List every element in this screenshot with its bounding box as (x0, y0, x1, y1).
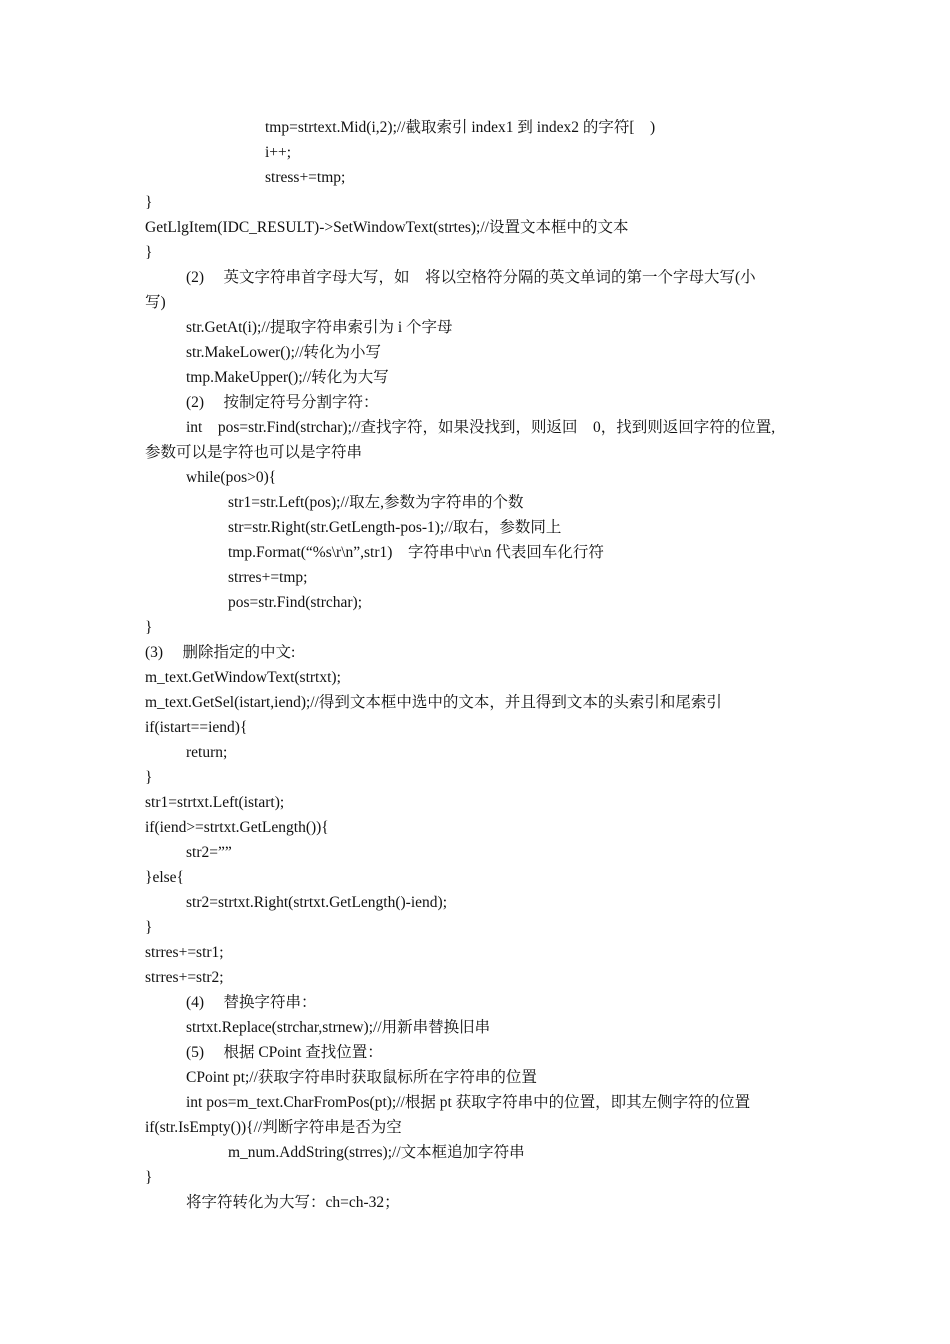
text-line: } (145, 194, 153, 211)
text-line: str.GetAt(i);//提取字符串索引为 i 个字母 (186, 319, 453, 336)
text-line: } (145, 244, 153, 261)
text-line: strres+=str1; (145, 944, 224, 961)
text-line: strres+=str2; (145, 969, 224, 986)
text-line: (3) 删除指定的中文: (145, 644, 296, 661)
text-line: m_text.GetWindowText(strtxt); (145, 669, 341, 686)
text-line: (2) 英文字符串首字母大写，如 将以空格符分隔的英文单词的第一个字母大写(小 (186, 269, 756, 286)
text-line: tmp=strtext.Mid(i,2);//截取索引 index1 到 index2 的字符[ ) (265, 119, 656, 136)
text-line: 参数可以是字符也可以是字符串 (145, 444, 363, 461)
text-line: } (145, 1169, 153, 1186)
text-line: str=str.Right(str.GetLength-pos-1);//取右，参数同上 (228, 519, 562, 536)
text-line: while(pos>0){ (186, 469, 277, 486)
text-line: 写) (145, 294, 166, 311)
text-line: GetLlgItem(IDC_RESULT)->SetWindowText(strtes);//设置文本框中的文本 (145, 219, 629, 236)
text-line: CPoint pt;//获取字符串时获取鼠标所在字符串的位置 (186, 1069, 537, 1086)
text-line: i++; (265, 144, 292, 161)
text-line: int pos=m_text.CharFromPos(pt);//根据 pt 获取字符串中的位置，即其左侧字符的位置 (186, 1094, 751, 1111)
text-line: strtxt.Replace(strchar,strnew);//用新串替换旧串 (186, 1019, 491, 1036)
text-line: tmp.MakeUpper();//转化为大写 (186, 369, 389, 386)
text-line: return; (186, 744, 228, 761)
text-line: tmp.Format(“%s\r\n”,str1) 字符串中\r\n 代表回车化行符 (228, 544, 604, 561)
text-line: } (145, 919, 153, 936)
text-line: }else{ (145, 869, 184, 886)
text-line: strres+=tmp; (228, 569, 308, 586)
text-line: m_text.GetSel(istart,iend);//得到文本框中选中的文本，并且得到文本的头索引和尾索引 (145, 694, 722, 711)
text-line: if(iend>=strtxt.GetLength()){ (145, 819, 329, 836)
text-line: stress+=tmp; (265, 169, 346, 186)
text-line: pos=str.Find(strchar); (228, 594, 363, 611)
text-line: str2=”” (186, 844, 232, 861)
text-line: str2=strtxt.Right(strtxt.GetLength()-iend); (186, 894, 448, 911)
text-line: str.MakeLower();//转化为小写 (186, 344, 382, 361)
text-line: str1=strtxt.Left(istart); (145, 794, 285, 811)
text-line: (5) 根据 CPoint 查找位置： (186, 1044, 383, 1061)
text-line: str1=str.Left(pos);//取左,参数为字符串的个数 (228, 494, 524, 511)
text-line: if(istart==iend){ (145, 719, 248, 736)
text-line: (2) 按制定符号分割字符： (186, 394, 379, 411)
text-line: if(str.IsEmpty()){//判断字符串是否为空 (145, 1119, 402, 1136)
text-line: 将字符转化为大写：ch=ch-32； (186, 1194, 400, 1211)
text-line: } (145, 769, 153, 786)
text-line: int pos=str.Find(strchar);//查找字符，如果没找到，则返回 0，找到则返回字符的位置, (186, 419, 776, 436)
text-line: m_num.AddString(strres);//文本框追加字符串 (228, 1144, 525, 1161)
text-line: } (145, 619, 153, 636)
text-line: (4) 替换字符串： (186, 994, 317, 1011)
